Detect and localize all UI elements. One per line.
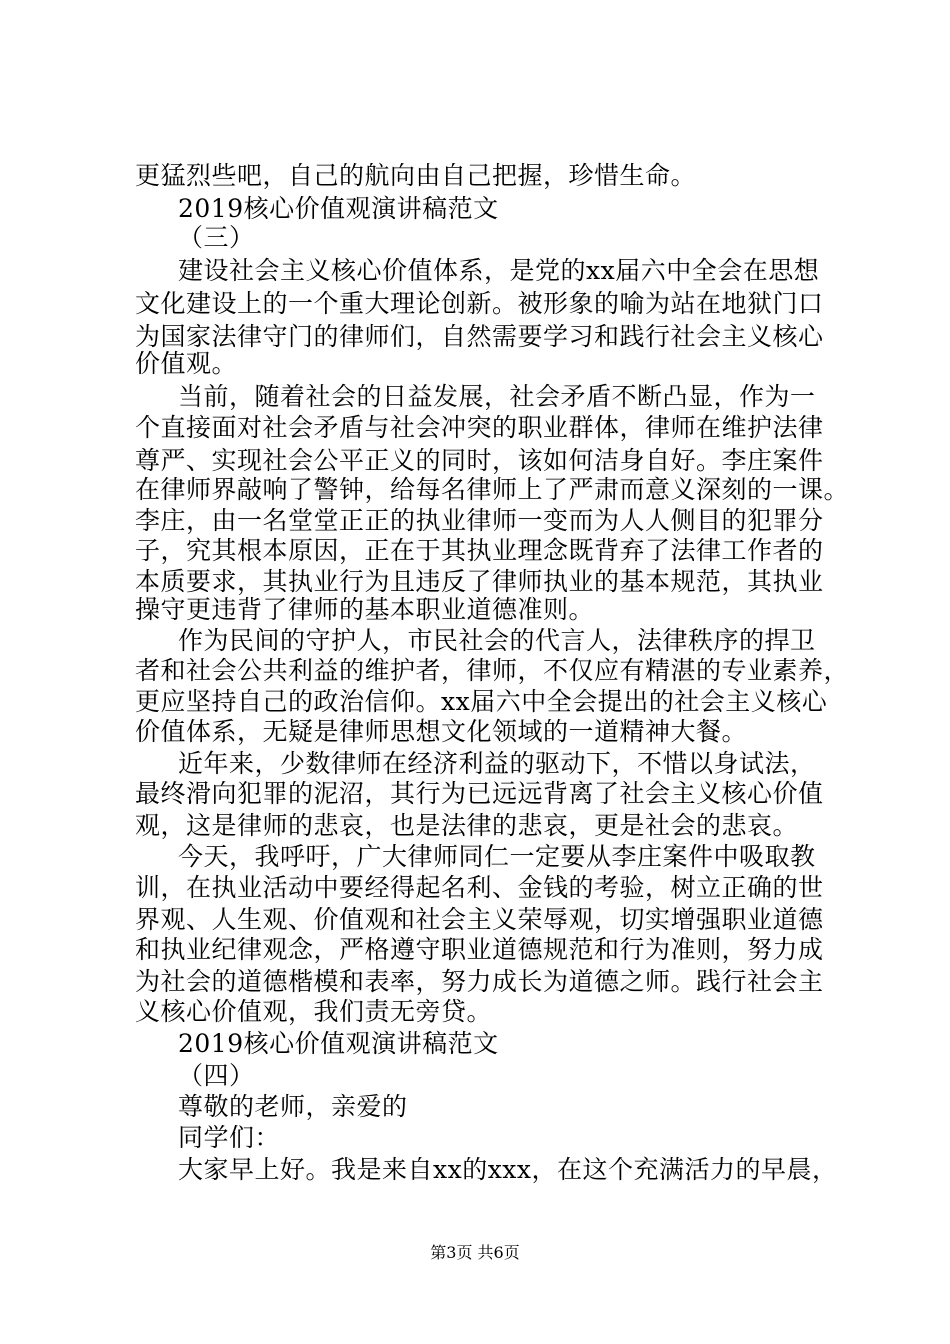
text-line: （三） <box>178 223 255 252</box>
text-line: 大家早上好。我是来自xx的xxx，在这个充满活力的早晨， <box>178 1155 838 1184</box>
text-line: 更猛烈些吧，自己的航向由自己把握，珍惜生命。 <box>135 161 697 190</box>
text-line: 尊严、实现社会公平正义的同时，该如何洁身自好。李庄案件 <box>135 446 824 475</box>
text-line: 今天，我呼吁，广大律师同仁一定要从李庄案件中吸取教 <box>178 842 816 871</box>
text-line: 更应坚持自己的政治信仰。xx届六中全会提出的社会主义核心 <box>135 687 828 716</box>
text-line: 2019核心价值观演讲稿范文 <box>178 194 499 223</box>
text-line: 作为民间的守护人，市民社会的代言人，法律秩序的捍卫 <box>178 626 816 655</box>
text-line: 和执业纪律观念，严格遵守职业道德规范和行为准则，努力成 <box>135 935 824 964</box>
page-footer: 第3页 共6页 <box>430 1243 520 1262</box>
text-line: 2019核心价值观演讲稿范文 <box>178 1029 499 1058</box>
text-line: 建设社会主义核心价值体系，是党的xx届六中全会在思想 <box>178 256 820 285</box>
text-line: 子，究其根本原因，正在于其执业理念既背弃了法律工作者的 <box>135 536 824 565</box>
text-line: 近年来，少数律师在经济利益的驱动下，不惜以身试法， <box>178 749 816 778</box>
text-line: 者和社会公共利益的维护者，律师，不仅应有精湛的专业素养， <box>135 656 850 685</box>
text-line: 界观、人生观、价值观和社会主义荣辱观，切实增强职业道德 <box>135 905 824 934</box>
text-line: （四） <box>178 1061 255 1090</box>
text-line: 同学们： <box>178 1123 281 1152</box>
text-line: 当前，随着社会的日益发展，社会矛盾不断凸显，作为一 <box>178 382 816 411</box>
text-line: 尊敬的老师，亲爱的 <box>178 1092 408 1121</box>
text-line: 义核心价值观，我们责无旁贷。 <box>135 997 493 1026</box>
text-line: 为国家法律守门的律师们，自然需要学习和践行社会主义核心 <box>135 322 824 351</box>
text-line: 最终滑向犯罪的泥沼，其行为已远远背离了社会主义核心价值 <box>135 779 824 808</box>
text-line: 价值体系，无疑是律师思想文化领域的一道精神大餐。 <box>135 717 748 746</box>
text-line: 在律师界敲响了警钟，给每名律师上了严肃而意义深刻的一课。 <box>135 475 850 504</box>
text-line: 本质要求，其执业行为且违反了律师执业的基本规范，其执业 <box>135 567 824 596</box>
text-line: 为社会的道德楷模和表率，努力成长为道德之师。践行社会主 <box>135 967 824 996</box>
text-line: 李庄，由一名堂堂正正的执业律师一变而为人人侧目的犯罪分 <box>135 506 824 535</box>
text-line: 文化建设上的一个重大理论创新。被形象的喻为站在地狱门口 <box>135 289 824 318</box>
text-line: 个直接面对社会矛盾与社会冲突的职业群体，律师在维护法律 <box>135 413 824 442</box>
text-line: 操守更违背了律师的基本职业道德准则。 <box>135 595 595 624</box>
text-line: 观，这是律师的悲哀，也是法律的悲哀，更是社会的悲哀。 <box>135 811 799 840</box>
text-line: 价值观。 <box>135 349 238 378</box>
text-line: 训，在执业活动中要经得起名利、金钱的考验，树立正确的世 <box>135 873 824 902</box>
